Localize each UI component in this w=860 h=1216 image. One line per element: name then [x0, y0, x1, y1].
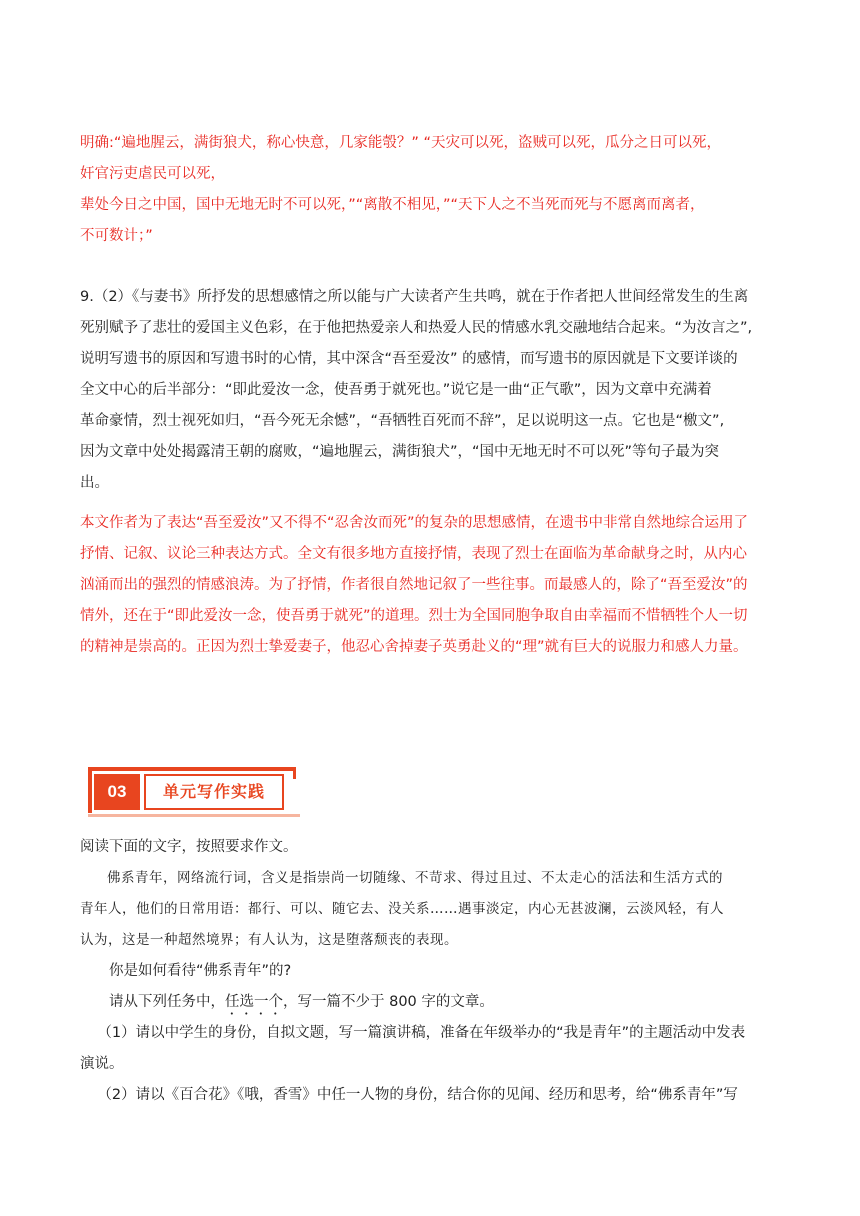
section-title: 单元写作实践 — [144, 774, 284, 810]
answer-line: 的精神是崇高的。正因为烈士挚爱妻子，他忍心舍掉妻子英勇赴义的“理”就有巨大的说服力和感人力量。 — [80, 639, 748, 655]
question-line: 死别赋予了悲壮的爱国主义色彩，在于他把热爱亲人和热爱人民的情感水乳交融地结合起来。“为汝言之”, — [80, 320, 753, 336]
question-line: 全文中心的后半部分：“即此爱汝一念，使吾勇于就死也。”说它是一曲“正气歌”，因为文章中充满着 — [80, 382, 712, 398]
writing-question: 你是如何看待“佛系青年”的? — [109, 963, 292, 979]
banner-frame — [88, 767, 296, 771]
answer-line: 辈处今日之中国，国中无地无时不可以死，”“离散不相见，”“天下人之不当死而死与不愿离而离者， — [80, 197, 705, 213]
task-pre: 请从下列任务中， — [109, 994, 225, 1010]
question-9-2-block — [80, 282, 785, 499]
writing-intro: 阅读下面的文字，按照要求作文。 — [80, 839, 298, 855]
answer-line: 抒情、记叙、议论三种表达方式。全文有很多地方直接抒情，表现了烈士在面临为革命献身之时，从内心 — [80, 546, 747, 562]
writing-option-1: （1）请以中学生的身份，自拟文题，写一篇演讲稿，准备在年级举办的“我是青年”的主题活动中发表 — [97, 1025, 746, 1041]
question-line: 9.（2）《与妻书》所抒发的思想感情之所以能与广大读者产生共鸣，就在于作者把人世间经常发生的生离 — [80, 289, 749, 305]
writing-task-instruction — [80, 987, 785, 1018]
answer-line: 明确:“遍地腥云，满街狼犬，称心快意，几家能彀？” “天灾可以死，盗贼可以死，瓜分之日可以死， — [80, 135, 722, 151]
task-emphasis: 任选一个 — [225, 994, 283, 1010]
writing-task-block — [80, 832, 785, 1111]
passage-line: 青年人，他们的日常用语：都行、可以、随它去、没关系……遇事淡定，内心无甚波澜，云淡风轻，有人 — [80, 901, 724, 917]
question-line: 说明写遗书的原因和写遗书时的心情，其中深含“吾至爱汝” 的感情，而写遗书的原因就是下文要详谈的 — [80, 351, 738, 367]
section-number: 03 — [94, 774, 140, 810]
task-post: ，写一篇不少于 800 字的文章。 — [283, 994, 494, 1010]
question-line: 因为文章中处处揭露清王朝的腐败，“遍地腥云，满街狼犬”，“国中无地无时不可以死”等句子最为突 — [80, 444, 720, 460]
banner-frame — [88, 767, 92, 813]
answer-line: 汹涌而出的强烈的情感浪涛。为了抒情，作者很自然地记叙了一些往事。而最感人的，除了“吾至爱汝”的 — [80, 577, 748, 593]
banner-frame — [293, 767, 296, 779]
question-line: 革命豪情，烈士视死如归，“吾今死无余憾”，“吾牺牲百死而不辞”，足以说明这一点。它也是“檄文”, — [80, 413, 725, 429]
answer-line: 情外，还在于“即此爱汝一念，使吾勇于就死”的道理。烈士为全国同胞争取自由幸福而不惜牺牲个人一切 — [80, 608, 748, 624]
answer-block-2 — [80, 508, 785, 663]
writing-option-1-cont: 演说。 — [80, 1056, 124, 1072]
writing-option-2: （2）请以《百合花》《哦，香雪》中任一人物的身份，结合你的见闻、经历和思考，给“佛系青年”写 — [97, 1087, 738, 1103]
banner-frame — [88, 814, 300, 817]
section-banner — [88, 767, 300, 817]
question-line: 出。 — [80, 475, 109, 491]
writing-passage — [80, 863, 785, 956]
answer-line: 不可数计；” — [80, 228, 153, 244]
passage-line: 认为，这是一种超然境界；有人认为，这是堕落颓丧的表现。 — [80, 932, 458, 948]
answer-line: 本文作者为了表达“吾至爱汝”又不得不“忍舍汝而死”的复杂的思想感情，在遗书中非常自然地综合运用了 — [80, 515, 749, 531]
answer-block-1 — [80, 128, 785, 252]
answer-line: 奸官污吏虐民可以死， — [80, 166, 225, 182]
passage-line: 佛系青年，网络流行词，含义是指崇尚一切随缘、不苛求、得过且过、不太走心的活法和生活方式的 — [107, 870, 723, 886]
